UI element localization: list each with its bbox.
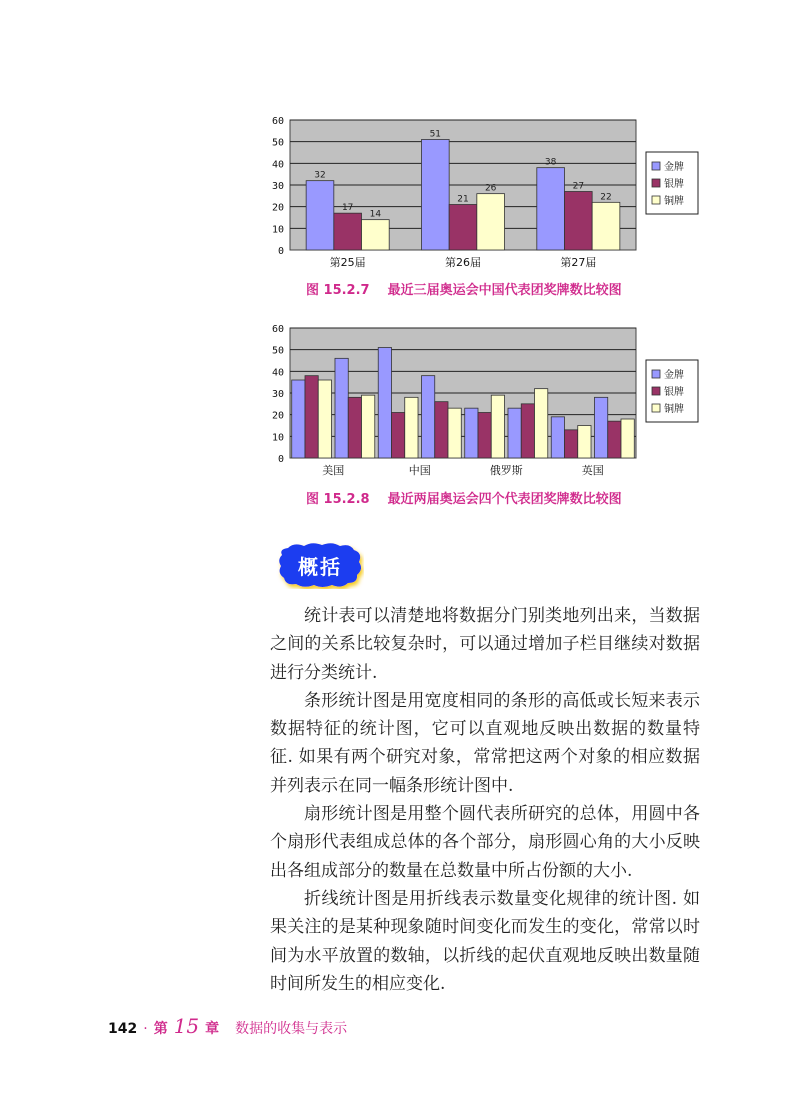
figure-number-2: 图 15.2.8 <box>306 492 370 507</box>
legend-swatch-铜牌 <box>652 196 660 204</box>
legend-swatch-银牌 <box>652 179 660 187</box>
y-tick-label: 30 <box>271 389 284 400</box>
data-label: 14 <box>369 209 382 220</box>
paragraph-statistical-table: 统计表可以清楚地将数据分门别类地列出来，当数据之间的关系比较复杂时，可以通过增加子栏目继续对数据进行分类统计. <box>270 606 700 683</box>
legend-label: 金牌 <box>664 162 684 173</box>
bar-金牌 <box>537 168 565 250</box>
x-category-label: 俄罗斯 <box>489 464 523 477</box>
bar-铜牌 <box>592 202 620 250</box>
legend-label: 银牌 <box>664 179 684 190</box>
bar-金牌 <box>421 376 434 458</box>
bar-银牌 <box>449 205 477 251</box>
x-category-label: 第25届 <box>329 256 366 269</box>
bar-铜牌 <box>405 397 418 458</box>
page-number: 142 <box>108 1021 138 1037</box>
legend-label: 铜牌 <box>664 404 684 415</box>
bar-铜牌 <box>491 395 504 458</box>
paragraph-bar-chart: 条形统计图是用宽度相同的条形的高低或长短来表示数据特征的统计图，它可以直观地反映出数据的数量特征. 如果有两个研究对象，常常把这两个对象的相应数据并列表示在同一幅条形统计图中. <box>270 690 700 796</box>
bar-金牌 <box>508 408 521 458</box>
x-category-label: 第26届 <box>445 256 481 269</box>
paragraph-line-chart: 折线统计图是用折线表示数量变化规律的统计图. 如果关注的是某种现象随时间变化而发生的变化，常常以时间为水平放置的数轴，以折线的起伏直观地反映出数量随时间所发生的相应变化. <box>270 888 700 994</box>
page-footer <box>108 1014 347 1038</box>
bar-金牌 <box>594 397 607 458</box>
legend-swatch-铜牌 <box>652 404 660 412</box>
legend-swatch-金牌 <box>652 162 660 170</box>
bar-金牌 <box>306 181 334 250</box>
bar-银牌 <box>391 413 404 459</box>
bar-银牌 <box>435 402 448 458</box>
bar-银牌 <box>564 192 592 251</box>
data-label: 22 <box>600 192 612 203</box>
x-category-label: 第27届 <box>560 256 597 269</box>
data-label: 38 <box>544 157 557 168</box>
legend-label: 银牌 <box>664 387 684 398</box>
bar-金牌 <box>292 380 305 458</box>
bar-铜牌 <box>362 220 390 250</box>
y-tick-label: 0 <box>277 454 284 465</box>
y-tick-label: 50 <box>271 345 284 357</box>
data-label: 27 <box>572 181 585 192</box>
figure-caption-2 <box>0 488 800 507</box>
figure-number-1: 图 15.2.7 <box>306 283 370 298</box>
chapter-title: 数据的收集与表示 <box>235 1021 348 1037</box>
legend-swatch-金牌 <box>652 370 660 378</box>
bar-铜牌 <box>448 408 461 458</box>
bar-银牌 <box>521 404 534 458</box>
chapter-suffix: 章 <box>205 1021 220 1037</box>
y-tick-label: 40 <box>271 159 284 171</box>
figure-caption-1 <box>0 279 800 298</box>
bar-银牌 <box>348 397 361 458</box>
x-category-label: 英国 <box>581 464 604 477</box>
data-label: 26 <box>484 183 497 194</box>
bar-银牌 <box>564 430 577 458</box>
y-tick-label: 20 <box>271 410 284 422</box>
y-tick-label: 20 <box>271 202 284 214</box>
legend-label: 金牌 <box>664 370 684 381</box>
bar-银牌 <box>608 421 621 458</box>
bar-银牌 <box>305 376 318 458</box>
footer-separator: · <box>143 1021 148 1037</box>
bar-银牌 <box>478 413 491 459</box>
badge-label: 概括 <box>298 554 342 579</box>
data-label: 21 <box>457 194 469 205</box>
bar-铜牌 <box>362 395 375 458</box>
y-tick-label: 0 <box>277 246 284 257</box>
y-tick-label: 30 <box>271 181 284 192</box>
summary-badge <box>276 541 364 589</box>
bar-金牌 <box>551 417 564 458</box>
bar-铜牌 <box>318 380 331 458</box>
bar-铜牌 <box>578 426 591 459</box>
paragraph-pie-chart: 扇形统计图是用整个圆代表所研究的总体，用圆中各个扇形代表组成总体的各个部分，扇形圆心角的大小反映出各组成部分的数量在总数量中所占份额的大小. <box>270 804 700 881</box>
y-tick-label: 10 <box>271 432 284 444</box>
y-tick-label: 50 <box>271 137 284 149</box>
chart-medals-three-olympics <box>250 108 700 276</box>
x-category-label: 美国 <box>322 464 345 477</box>
y-tick-label: 10 <box>271 224 284 236</box>
chart-medals-four-delegations <box>250 316 700 484</box>
summary-body <box>270 602 700 998</box>
legend-swatch-银牌 <box>652 387 660 395</box>
figure-title-2: 最近两届奥运会四个代表团奖牌数比较图 <box>387 492 622 507</box>
y-tick-label: 60 <box>271 116 284 127</box>
bar-银牌 <box>334 213 362 250</box>
figure-title-1: 最近三届奥运会中国代表团奖牌数比较图 <box>387 283 622 298</box>
y-tick-label: 60 <box>271 324 284 335</box>
bar-金牌 <box>335 358 348 458</box>
bar-铜牌 <box>535 389 548 458</box>
chapter-number: 15 <box>173 1014 200 1038</box>
legend-label: 铜牌 <box>664 196 684 207</box>
bar-铜牌 <box>477 194 505 250</box>
bar-金牌 <box>465 408 478 458</box>
data-label: 32 <box>314 170 326 181</box>
bar-铜牌 <box>621 419 634 458</box>
x-category-label: 中国 <box>408 464 431 477</box>
chapter-prefix: 第 <box>153 1021 168 1037</box>
y-tick-label: 40 <box>271 367 284 379</box>
data-label: 17 <box>341 203 354 214</box>
bar-金牌 <box>421 140 449 251</box>
data-label: 51 <box>429 129 442 140</box>
bar-金牌 <box>378 348 391 459</box>
